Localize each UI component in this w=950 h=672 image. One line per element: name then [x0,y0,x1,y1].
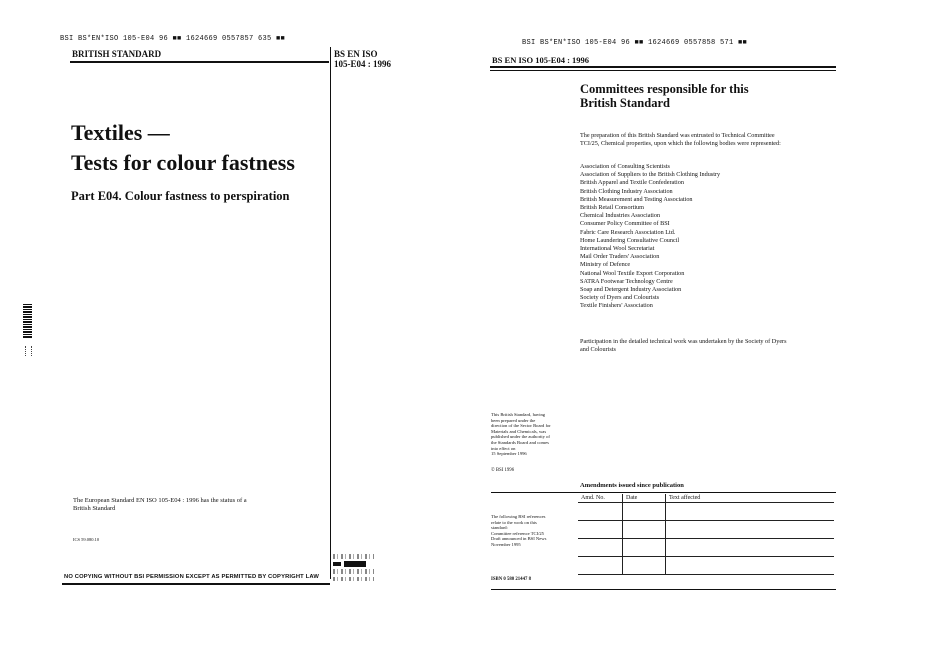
list-item: Home Laundering Consultative Council [580,236,680,244]
amendments-table [578,494,834,575]
table-row [578,503,834,521]
ref-note-line: The following BSI references [491,514,546,519]
bsi-logo-mark [333,554,375,584]
ref-note [491,514,546,548]
list-item: Society of Dyers and Colourists [580,294,660,302]
list-item: British Clothing Industry Association [580,187,673,195]
prep-note-line: 15 September 1996 [491,451,527,457]
left-footer-rule [62,583,330,585]
committee-title-line2: British Standard [580,96,670,110]
left-header-rule [70,61,329,63]
right-footer-rule [491,589,836,590]
committee-title-line1: Committees responsible for this [580,82,749,96]
doc-number-line2: 105-E04 : 1996 [334,59,391,69]
list-item: National Wool Textile Export Corporation [580,269,685,277]
right-header-rule-thick [490,66,836,68]
main-title-line2: Tests for colour fastness [71,150,295,175]
running-header: BS EN ISO 105-E04 : 1996 [492,55,590,65]
right-header-code: BSI BS*EN*ISO 105-E04 96 ■■ 1624669 0557858 571 ■■ [522,39,748,47]
list-item: Fabric Care Research Association Ltd. [580,228,676,236]
ref-note-line: standard: [491,525,508,531]
amendments-title: Amendments issued since publication [580,482,684,489]
list-item: Textile Finishers' Association [580,302,653,310]
list-item: British Retail Consortium [580,204,644,212]
ref-note-line: relate to the work on this [491,519,537,525]
doc-number-line1: BS EN ISO [334,49,378,59]
amendments-header-text-affected: Text affected [666,494,835,503]
list-item: Mail Order Traders' Association [580,253,660,261]
ref-note-line: November 1995 [491,541,521,547]
ref-note-line: Committee reference TCI/25 [491,530,544,536]
prep-note-line: been prepared under the [491,417,536,423]
copyright-notice: NO COPYING WITHOUT BSI PERMISSION EXCEPT AS PERMITTED BY COPYRIGHT LAW [64,574,319,580]
list-item: International Wool Secretariat [580,245,655,253]
bodies-list [580,163,720,311]
list-item: Consumer Policy Committee of BSI [580,220,670,228]
prep-note-line: published under the authority of [491,434,550,440]
list-item: British Apparel and Textile Confederation [580,179,684,187]
table-row [578,521,834,539]
prep-note-line: into effect on [491,445,516,451]
amendments-top-rule [491,492,836,493]
list-item: British Measurement and Testing Association [580,195,693,203]
table-row [578,539,834,557]
status-line1: The European Standard EN ISO 105-E04 : 1996 has the status of a [73,497,247,504]
ref-note-line: Draft announced in BSI News [491,536,547,542]
bsi-copyright: © BSI 1996 [491,468,515,473]
isbn: ISBN 0 580 21447 8 [491,577,531,582]
table-row [578,557,834,575]
prep-note [491,412,551,457]
part-subtitle: Part E04. Colour fastness to perspiration [71,189,290,203]
participation-line2: and Colourists [580,346,616,353]
intro-line1: The preparation of this British Standard was entrusted to Technical Committee [580,132,775,139]
list-item: Association of Suppliers to the British Clothing Industry [580,171,721,179]
prep-note-line: This British Standard, having [491,412,546,417]
ics-code: ICS 59.080.10 [73,537,100,542]
list-item: SATRA Footwear Technology Centre [580,277,673,285]
left-header-code: BSI BS*EN*ISO 105-E04 96 ■■ 1624669 0557857 635 ■■ [60,35,286,43]
prep-note-line: Materials and Chemicals, was [491,428,547,434]
right-header-rule-thin [490,70,836,71]
amendments-header-amd-no: Amd. No. [578,494,623,503]
intro-line2: TCI/25, Chemical properties, upon which the following bodies were represented: [580,140,781,147]
list-item: Ministry of Defence [580,261,631,269]
list-item: Soap and Detergent Industry Association [580,286,682,294]
prep-note-line: the Standards Board and comes [491,439,549,445]
participation-line1: Participation in the detailed technical work was undertaken by the Society of Dyers [580,338,787,345]
status-line2: British Standard [73,505,116,512]
amendments-header-date: Date [623,494,666,503]
prep-note-line: direction of the Sector Board for [491,423,551,429]
main-title-line1: Textiles — [71,120,170,145]
list-item: Association of Consulting Scientists [580,163,670,170]
organization-label: BRITISH STANDARD [72,49,162,59]
list-item: Chemical Industries Association [580,212,661,220]
left-column-divider [330,47,331,579]
side-barcode-icon [23,304,32,356]
